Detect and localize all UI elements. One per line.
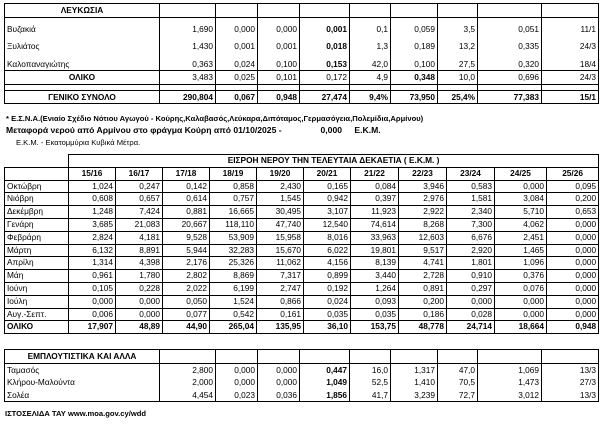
transfer-note: Μεταφορά νερού από Αρμίνου στο φράγμα Κούρη από 01/10/2025 - 0,000 Ε.Κ.Μ. bbox=[6, 125, 381, 135]
region-total-row: ΟΛΙΚΟ 3,483 0,025 0,101 0,172 4,9 0,348 10,0 0,696 24/3 bbox=[5, 71, 599, 85]
region-title: ΛΕΥΚΩΣΙΑ bbox=[5, 4, 160, 18]
table-row: Ξυλιάτος 1,430 0,001 0,001 0,018 1,3 0,189 13,2 0,335 24/3 bbox=[5, 40, 599, 53]
inflow-body bbox=[5, 180, 599, 321]
inflow-years-row: 15/16 16/17 17/18 18/19 19/20 20/21 21/22 22/23 23/24 24/25 25/26 bbox=[5, 167, 599, 180]
table-row: Φεβράρη 2,824 4,181 9,528 53,909 15,958 8,016 33,963 12,603 6,676 2,451 0,000 bbox=[5, 231, 599, 244]
esna-note: * Ε.Σ.Ν.Α.(Ενιαίο Σχέδιο Νότιου Αγωγού - Κούρης,Καλαβασός,Λεύκαρα,Διπόταμος,Γερμασόγεια,Πολεμίδια,Αρμίνου) bbox=[6, 114, 424, 123]
table-row: Νιόβρη 0,608 0,657 0,614 0,757 1,545 0,942 0,397 2,976 1,581 3,084 0,200 bbox=[5, 193, 599, 206]
other-title: ΕΜΠΛΟΥΤΙΣΤΙΚΑ ΚΑΙ ΑΛΛΑ bbox=[5, 350, 160, 364]
other-header-row bbox=[5, 350, 599, 364]
inflow-total-row: ΟΛΙΚΟ 17,907 48,89 44,90 265,04 135,95 36,10 153,75 48,778 24,714 18,664 0,948 bbox=[5, 321, 599, 334]
table-row: Σολέα 4,454 0,023 0,036 1,856 41,7 3,239 72,7 3,012 13/3 bbox=[5, 389, 599, 402]
table-row: Καλοπαναγιώτης 0,363 0,024 0,100 0,153 42,0 0,100 27,5 0,320 18/4 bbox=[5, 58, 599, 71]
inflow-title-row bbox=[5, 155, 599, 168]
table-row: Δεκέμβρη 1,248 7,424 0,881 16,665 30,495 3,107 11,923 2,922 2,340 5,710 0,653 bbox=[5, 206, 599, 219]
table-row: Μάη 0,961 1,780 2,802 8,869 7,317 0,899 3,440 2,728 0,910 0,376 0,000 bbox=[5, 270, 599, 283]
table-row: Βυζακιά 1,690 0,000 0,000 0,001 0,1 0,059 3,5 0,051 11/1 bbox=[5, 23, 599, 36]
table-row: Ταμασός 2,800 0,000 0,000 0,447 16,0 1,317 47,0 1,069 13/3 bbox=[5, 363, 599, 376]
region-table bbox=[4, 3, 599, 104]
other-table bbox=[4, 349, 599, 402]
table-row: Μάρτη 6,132 8,891 5,944 32,283 15,670 6,022 19,801 9,517 2,920 1,465 0,000 bbox=[5, 244, 599, 257]
website-footer: ΙΣΤΟΣΕΛΙΔΑ ΤΑΥ www.moa.gov.cy/wdd bbox=[5, 409, 147, 418]
inflow-title: ΕΙΣΡΟΗ ΝΕΡΟΥ ΤΗΝ ΤΕΛΕΥΤΑΙΑ ΔΕΚΑΕΤΙΑ ( Ε.Κ.Μ. ) bbox=[69, 155, 599, 168]
inflow-table bbox=[4, 154, 599, 334]
unit-legend: Ε.Κ.Μ. - Εκατομμύρια Κυβικά Μέτρα. bbox=[16, 138, 141, 147]
table-row: Ιούλη 0,000 0,000 0,050 1,524 0,866 0,024 0,093 0,200 0,000 0,000 0,000 bbox=[5, 295, 599, 308]
grand-total-row: ΓΕΝΙΚΟ ΣΥΝΟΛΟ 290,804 0,067 0,948 27,474 9,4% 73,950 25,4% 77,383 15/1 bbox=[5, 90, 599, 104]
table-row: Απρίλη 1,314 4,398 2,176 25,326 11,062 4,156 8,139 4,741 1,801 1,096 0,000 bbox=[5, 257, 599, 270]
transfer-value: 0,000 bbox=[320, 125, 343, 135]
table-row: Αυγ.-Σεπτ. 0,006 0,000 0,077 0,542 0,161 0,035 0,035 0,186 0,028 0,000 0,000 bbox=[5, 308, 599, 321]
table-row: Γενάρη 3,685 21,083 20,667 118,110 47,740 12,540 74,614 8,268 7,300 4,062 0,000 bbox=[5, 218, 599, 231]
table-row: Κλήρου-Μαλούντα 2,000 0,000 0,000 1,049 52,5 1,410 70,5 1,473 27/3 bbox=[5, 376, 599, 389]
notes-block bbox=[6, 114, 596, 148]
region-header-row bbox=[5, 4, 599, 18]
table-row: Οκτώβρη 1,024 0,247 0,142 0,858 2,430 0,165 0,084 3,946 0,583 0,000 0,095 bbox=[5, 180, 599, 193]
table-row: Ιούνη 0,105 0,228 2,022 6,199 2,747 0,192 1,264 0,891 0,297 0,076 0,000 bbox=[5, 282, 599, 295]
